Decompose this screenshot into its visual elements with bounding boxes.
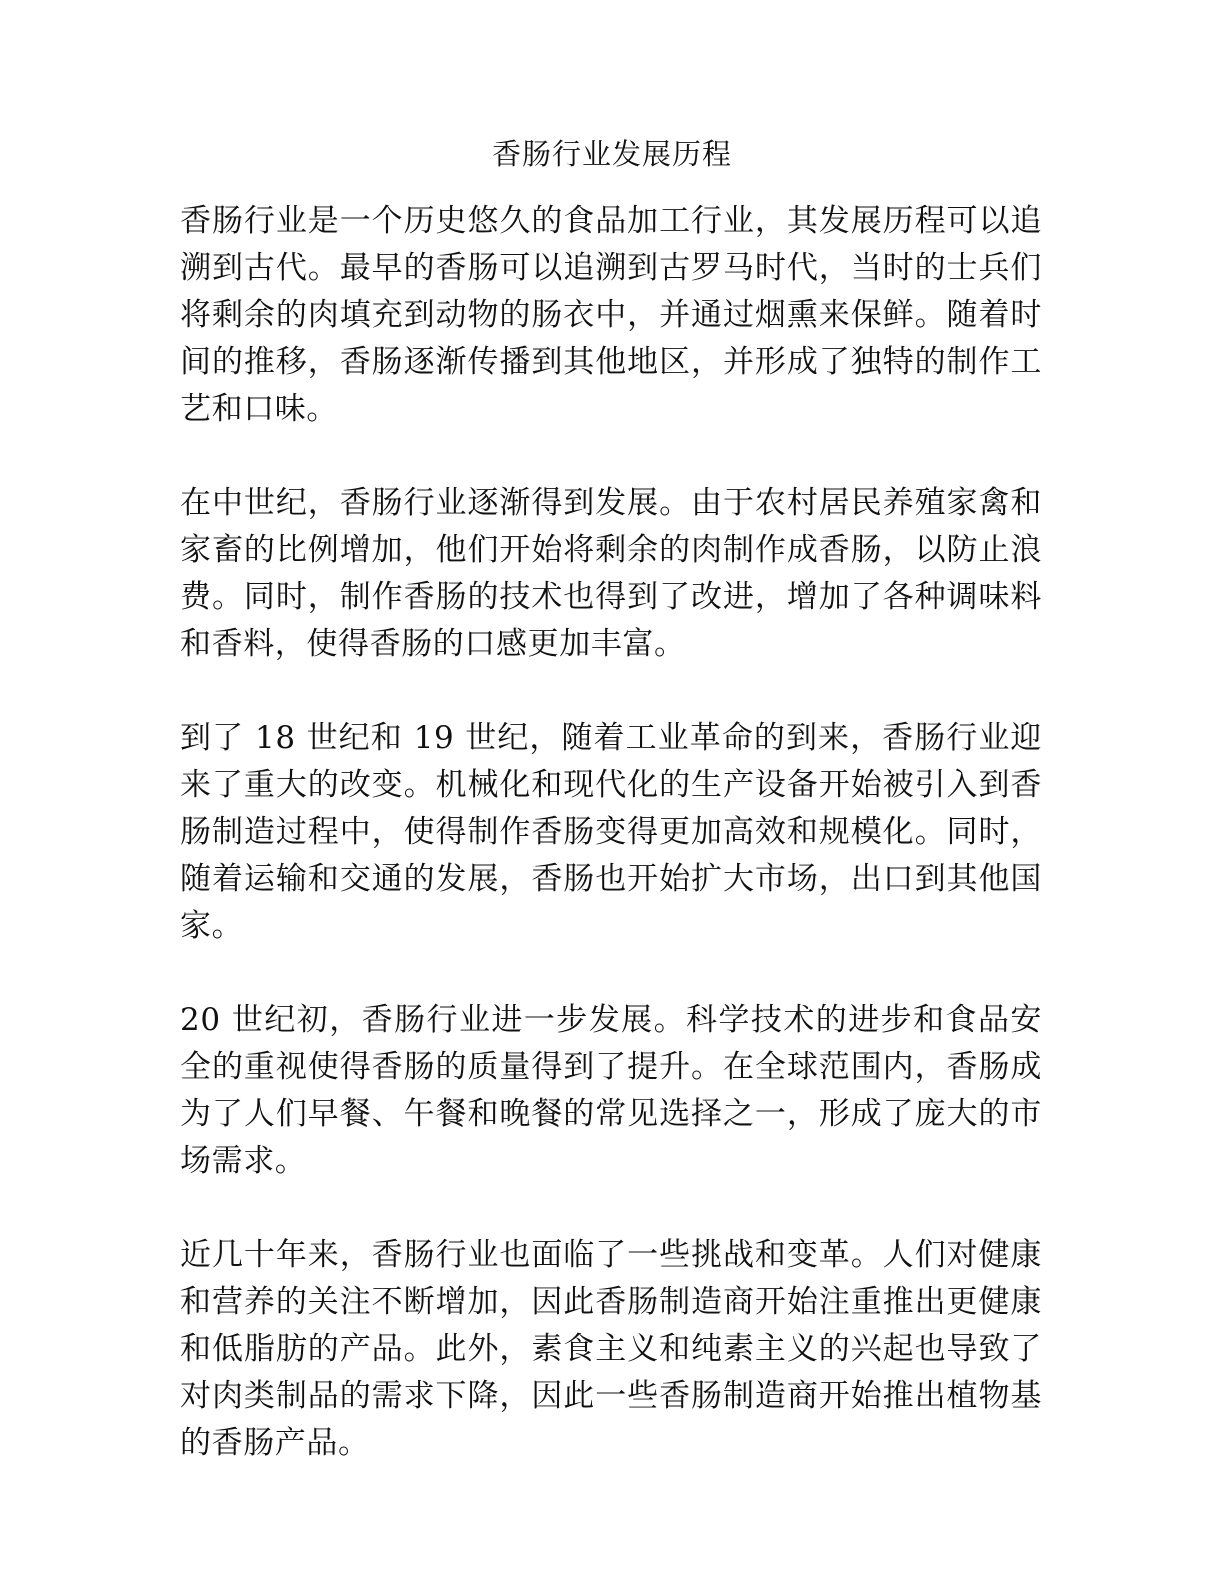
paragraph-origins: 香肠行业是一个历史悠久的食品加工行业，其发展历程可以追溯到古代。最早的香肠可以追溯到古罗马时代，当时的士兵们将剩余的肉填充到动物的肠衣中，并通过烟熏来保鲜。随着时间的推移，香肠逐渐传播到其他地区，并形成了独特的制作工艺和口味。 — [180, 203, 1042, 427]
document-title: 香肠行业发展历程 — [491, 137, 732, 171]
paragraph-20th-century: 20 世纪初，香肠行业进一步发展。科学技术的进步和食品安全的重视使得香肠的质量得到了提升。在全球范围内，香肠成为了人们早餐、午餐和晚餐的常见选择之一，形成了庞大的市场需求。 — [180, 1002, 1042, 1179]
paragraph-recent-decades: 近几十年来，香肠行业也面临了一些挑战和变革。人们对健康和营养的关注不断增加，因此香肠制造商开始注重推出更健康和低脂肪的产品。此外，素食主义和纯素主义的兴起也导致了对肉类制品的需求下降，因此一些香肠制造商开始推出植物基的香肠产品。 — [180, 1237, 1042, 1461]
paragraph-industrial-revolution: 到了 18 世纪和 19 世纪，随着工业革命的到来，香肠行业迎来了重大的改变。机械化和现代化的生产设备开始被引入到香肠制造过程中，使得制作香肠变得更加高效和规模化。同时，随着运输和交通的发展，香肠也开始扩大市场，出口到其他国家。 — [180, 720, 1042, 944]
paragraph-middle-ages: 在中世纪，香肠行业逐渐得到发展。由于农村居民养殖家禽和家畜的比例增加，他们开始将剩余的肉制作成香肠，以防止浪费。同时，制作香肠的技术也得到了改进，增加了各种调味料和香料，使得香肠的口感更加丰富。 — [180, 485, 1042, 662]
document-body — [180, 198, 1042, 1514]
